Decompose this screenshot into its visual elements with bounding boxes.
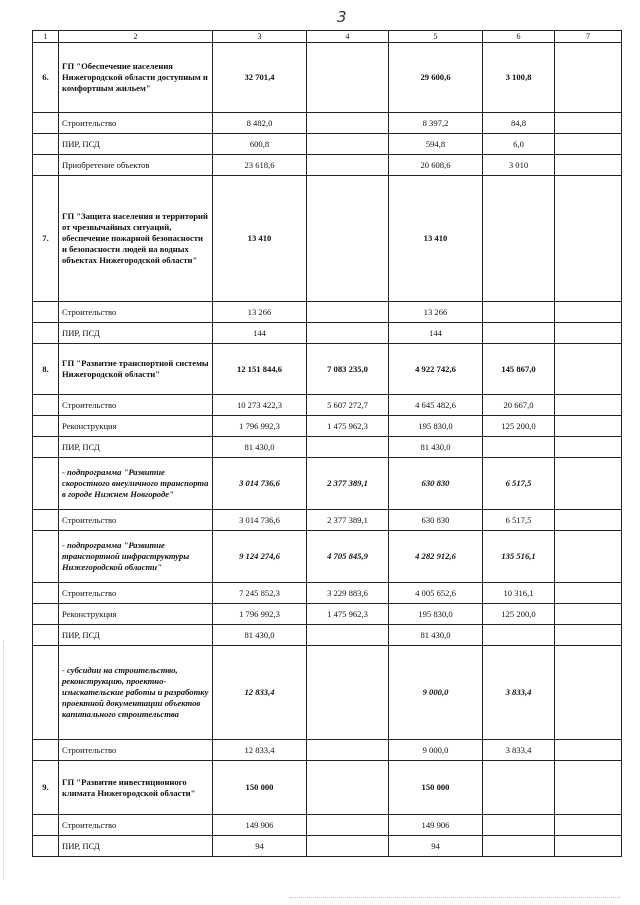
amount-cell-col5: 9 000,0 [389, 740, 483, 761]
total-amount-cell: 150 000 [213, 761, 307, 815]
amount-cell-col5: 630 830 [389, 458, 483, 510]
row-label-cell: Строительство [59, 510, 213, 531]
table-row [33, 510, 622, 531]
table-row [33, 437, 622, 458]
amount-cell-col6: 145 867,0 [483, 344, 555, 395]
row-index-cell: 8. [33, 344, 59, 395]
amount-cell-col5: 4 922 742,6 [389, 344, 483, 395]
amount-cell-col5: 144 [389, 323, 483, 344]
amount-cell-col4 [307, 155, 389, 176]
table-row [33, 176, 622, 302]
amount-cell-col5: 4 645 482,6 [389, 395, 483, 416]
amount-cell-col5: 94 [389, 836, 483, 857]
amount-cell-col6: 135 516,1 [483, 531, 555, 583]
row-label-cell: Реконструкция [59, 416, 213, 437]
amount-cell-col7 [555, 323, 622, 344]
amount-cell-col4 [307, 43, 389, 113]
column-number-cell: 4 [307, 31, 389, 43]
amount-cell-col5: 150 000 [389, 761, 483, 815]
amount-cell-col7 [555, 437, 622, 458]
table-row [33, 344, 622, 395]
amount-cell-col5: 29 600,6 [389, 43, 483, 113]
table-row [33, 815, 622, 836]
total-amount-cell: 9 124 274,6 [213, 531, 307, 583]
row-index-cell: 7. [33, 176, 59, 302]
amount-cell-col7 [555, 416, 622, 437]
table-row [33, 646, 622, 740]
total-amount-cell: 1 796 992,3 [213, 416, 307, 437]
amount-cell-col4 [307, 176, 389, 302]
total-amount-cell: 3 014 736,6 [213, 510, 307, 531]
amount-cell-col6: 125 200,0 [483, 604, 555, 625]
amount-cell-col7 [555, 155, 622, 176]
amount-cell-col7 [555, 815, 622, 836]
amount-cell-col6 [483, 437, 555, 458]
total-amount-cell: 81 430,0 [213, 437, 307, 458]
table-row [33, 416, 622, 437]
amount-cell-col5: 195 830,0 [389, 416, 483, 437]
scan-footer-mark [290, 897, 620, 899]
row-label-cell: ПИР, ПСД [59, 625, 213, 646]
row-index-cell [33, 604, 59, 625]
row-label-cell: ПИР, ПСД [59, 437, 213, 458]
amount-cell-col5: 13 266 [389, 302, 483, 323]
row-index-cell: 6. [33, 43, 59, 113]
amount-cell-col5: 4 282 912,6 [389, 531, 483, 583]
row-label-cell: Строительство [59, 815, 213, 836]
total-amount-cell: 3 014 736,6 [213, 458, 307, 510]
table-row [33, 155, 622, 176]
amount-cell-col7 [555, 740, 622, 761]
column-number-cell: 7 [555, 31, 622, 43]
table-row [33, 302, 622, 323]
total-amount-cell: 23 618,6 [213, 155, 307, 176]
row-index-cell [33, 740, 59, 761]
row-index-cell [33, 323, 59, 344]
total-amount-cell: 1 796 992,3 [213, 604, 307, 625]
amount-cell-col7 [555, 646, 622, 740]
amount-cell-col4: 1 475 962,3 [307, 416, 389, 437]
row-label-cell: ПИР, ПСД [59, 836, 213, 857]
table-row [33, 531, 622, 583]
amount-cell-col4 [307, 740, 389, 761]
row-label-cell: Строительство [59, 583, 213, 604]
amount-cell-col5: 594,8 [389, 134, 483, 155]
row-label-cell: ГП "Защита населения и территорий от чрезвычайных ситуаций, обеспечение пожарной безопасности и безопасности людей на водных объектах Нижегородской области" [59, 176, 213, 302]
row-label-cell: ГП "Развитие инвестиционного климата Нижегородской области" [59, 761, 213, 815]
table-row [33, 113, 622, 134]
amount-cell-col7 [555, 531, 622, 583]
amount-cell-col4: 1 475 962,3 [307, 604, 389, 625]
row-index-cell [33, 155, 59, 176]
amount-cell-col6: 20 667,0 [483, 395, 555, 416]
amount-cell-col4 [307, 323, 389, 344]
total-amount-cell: 32 701,4 [213, 43, 307, 113]
row-index-cell [33, 583, 59, 604]
row-index-cell [33, 510, 59, 531]
table-row [33, 625, 622, 646]
amount-cell-col4: 2 377 389,1 [307, 510, 389, 531]
amount-cell-col7 [555, 134, 622, 155]
row-label-cell: ГП "Развитие транспортной системы Нижегородской области" [59, 344, 213, 395]
amount-cell-col7 [555, 344, 622, 395]
amount-cell-col5: 81 430,0 [389, 437, 483, 458]
table-row [33, 323, 622, 344]
amount-cell-col5: 20 608,6 [389, 155, 483, 176]
table-row [33, 395, 622, 416]
row-index-cell [33, 458, 59, 510]
amount-cell-col5: 195 830,0 [389, 604, 483, 625]
amount-cell-col4 [307, 761, 389, 815]
amount-cell-col5: 13 410 [389, 176, 483, 302]
amount-cell-col4: 4 705 845,9 [307, 531, 389, 583]
row-index-cell [33, 416, 59, 437]
total-amount-cell: 8 482,0 [213, 113, 307, 134]
table-row [33, 761, 622, 815]
row-label-cell: ПИР, ПСД [59, 323, 213, 344]
column-number-cell: 1 [33, 31, 59, 43]
amount-cell-col6: 3 833,4 [483, 646, 555, 740]
amount-cell-col7 [555, 395, 622, 416]
row-label-cell: ГП "Обеспечение населения Нижегородской области доступным и комфортным жильем" [59, 43, 213, 113]
table-row [33, 583, 622, 604]
row-label-cell: ПИР, ПСД [59, 134, 213, 155]
total-amount-cell: 12 833,4 [213, 740, 307, 761]
row-index-cell [33, 815, 59, 836]
amount-cell-col4 [307, 625, 389, 646]
amount-cell-col5: 9 000,0 [389, 646, 483, 740]
amount-cell-col6: 84,8 [483, 113, 555, 134]
amount-cell-col7 [555, 176, 622, 302]
row-label-cell: Строительство [59, 302, 213, 323]
amount-cell-col7 [555, 302, 622, 323]
amount-cell-col6: 3 010 [483, 155, 555, 176]
row-label-cell: - субсидии на строительство, реконструкцию, проектно-изыскательские работы и разработку проектной документации объектов капитального строительства [59, 646, 213, 740]
total-amount-cell: 12 151 844,6 [213, 344, 307, 395]
row-index-cell [33, 437, 59, 458]
total-amount-cell: 149 906 [213, 815, 307, 836]
total-amount-cell: 7 245 852,3 [213, 583, 307, 604]
amount-cell-col6 [483, 323, 555, 344]
amount-cell-col4 [307, 134, 389, 155]
row-label-cell: Приобретение объектов [59, 155, 213, 176]
total-amount-cell: 13 410 [213, 176, 307, 302]
table-row [33, 740, 622, 761]
row-index-cell [33, 134, 59, 155]
amount-cell-col4: 2 377 389,1 [307, 458, 389, 510]
amount-cell-col6: 6 517,5 [483, 458, 555, 510]
row-label-cell: Строительство [59, 740, 213, 761]
row-index-cell [33, 395, 59, 416]
amount-cell-col6: 3 100,8 [483, 43, 555, 113]
budget-table [32, 30, 622, 857]
table-row [33, 604, 622, 625]
scan-edge-mark [3, 640, 5, 880]
amount-cell-col7 [555, 761, 622, 815]
total-amount-cell: 94 [213, 836, 307, 857]
total-amount-cell: 144 [213, 323, 307, 344]
amount-cell-col6 [483, 761, 555, 815]
total-amount-cell: 10 273 422,3 [213, 395, 307, 416]
amount-cell-col6: 6,0 [483, 134, 555, 155]
amount-cell-col7 [555, 836, 622, 857]
amount-cell-col4 [307, 815, 389, 836]
row-label-cell: Строительство [59, 113, 213, 134]
amount-cell-col6 [483, 815, 555, 836]
amount-cell-col5: 4 005 652,6 [389, 583, 483, 604]
table-body [33, 31, 622, 857]
table-row [33, 134, 622, 155]
amount-cell-col7 [555, 43, 622, 113]
total-amount-cell: 600,8 [213, 134, 307, 155]
amount-cell-col4 [307, 302, 389, 323]
amount-cell-col7 [555, 458, 622, 510]
page-number: 3 [337, 8, 347, 26]
amount-cell-col4 [307, 437, 389, 458]
amount-cell-col6: 10 316,1 [483, 583, 555, 604]
amount-cell-col6: 125 200,0 [483, 416, 555, 437]
table-row [33, 458, 622, 510]
row-index-cell [33, 302, 59, 323]
row-label-cell: - подпрограмма "Развитие транспортной инфраструктуры Нижегородской области" [59, 531, 213, 583]
row-index-cell [33, 836, 59, 857]
table-row [33, 43, 622, 113]
table-row [33, 836, 622, 857]
total-amount-cell: 12 833,4 [213, 646, 307, 740]
amount-cell-col6 [483, 836, 555, 857]
row-index-cell [33, 531, 59, 583]
amount-cell-col6: 3 833,4 [483, 740, 555, 761]
amount-cell-col4: 7 083 235,0 [307, 344, 389, 395]
amount-cell-col6: 6 517,5 [483, 510, 555, 531]
row-index-cell [33, 625, 59, 646]
amount-cell-col7 [555, 510, 622, 531]
column-number-cell: 6 [483, 31, 555, 43]
column-number-cell: 5 [389, 31, 483, 43]
row-index-cell: 9. [33, 761, 59, 815]
row-label-cell: - подпрограмма "Развитие скоростного внеуличного транспорта в городе Нижнем Новгороде" [59, 458, 213, 510]
column-number-cell: 3 [213, 31, 307, 43]
amount-cell-col4: 3 229 883,6 [307, 583, 389, 604]
amount-cell-col4 [307, 113, 389, 134]
amount-cell-col5: 149 906 [389, 815, 483, 836]
amount-cell-col7 [555, 113, 622, 134]
amount-cell-col5: 81 430,0 [389, 625, 483, 646]
amount-cell-col6 [483, 176, 555, 302]
amount-cell-col4 [307, 646, 389, 740]
row-label-cell: Строительство [59, 395, 213, 416]
amount-cell-col6 [483, 302, 555, 323]
amount-cell-col7 [555, 604, 622, 625]
amount-cell-col6 [483, 625, 555, 646]
total-amount-cell: 13 266 [213, 302, 307, 323]
column-number-cell: 2 [59, 31, 213, 43]
amount-cell-col5: 630 830 [389, 510, 483, 531]
column-number-row [33, 31, 622, 43]
amount-cell-col4: 5 607 272,7 [307, 395, 389, 416]
amount-cell-col7 [555, 583, 622, 604]
amount-cell-col7 [555, 625, 622, 646]
row-label-cell: Реконструкция [59, 604, 213, 625]
total-amount-cell: 81 430,0 [213, 625, 307, 646]
row-index-cell [33, 646, 59, 740]
row-index-cell [33, 113, 59, 134]
amount-cell-col5: 8 397,2 [389, 113, 483, 134]
amount-cell-col4 [307, 836, 389, 857]
